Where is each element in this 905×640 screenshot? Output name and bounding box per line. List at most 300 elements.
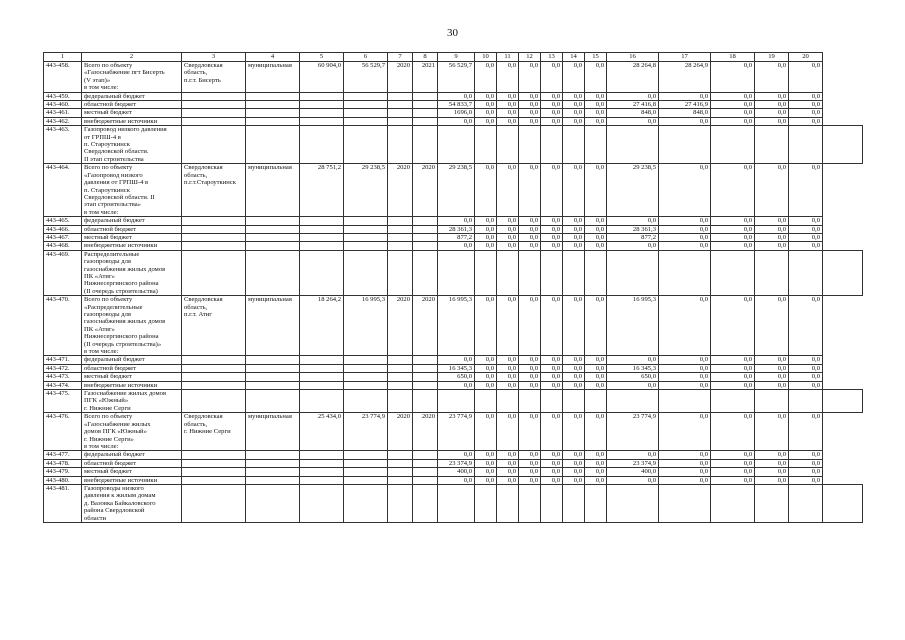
row-code-cell: 443-468. bbox=[44, 242, 82, 250]
table-cell: 0,0 bbox=[585, 217, 607, 225]
table-cell bbox=[344, 468, 388, 476]
table-cell: 0,0 bbox=[541, 459, 563, 467]
table-cell: 16 995,3 bbox=[438, 296, 475, 356]
table-cell bbox=[755, 250, 789, 295]
table-row bbox=[44, 117, 863, 125]
table-cell bbox=[711, 390, 755, 413]
table-cell bbox=[300, 476, 344, 484]
table-cell: 0,0 bbox=[541, 356, 563, 364]
row-name-cell: Газоснабжение жилых домов ПГК «Южный» г. Нижние Серги bbox=[82, 390, 182, 413]
table-cell: 0,0 bbox=[497, 381, 519, 389]
table-cell bbox=[246, 217, 300, 225]
table-cell bbox=[182, 459, 246, 467]
table-cell bbox=[344, 126, 388, 164]
table-cell: 27 416,9 bbox=[659, 101, 711, 109]
table-cell bbox=[413, 92, 438, 100]
table-cell bbox=[300, 468, 344, 476]
table-cell: 0,0 bbox=[711, 364, 755, 372]
row-code-cell: 443-479. bbox=[44, 468, 82, 476]
table-cell: 400,0 bbox=[438, 468, 475, 476]
table-cell: 0,0 bbox=[789, 101, 823, 109]
table-cell: 0,0 bbox=[541, 117, 563, 125]
table-cell: 0,0 bbox=[789, 242, 823, 250]
table-cell: 23 374,9 bbox=[607, 459, 659, 467]
table-cell bbox=[246, 468, 300, 476]
table-cell bbox=[413, 484, 438, 522]
table-cell bbox=[789, 390, 823, 413]
table-cell bbox=[475, 250, 497, 295]
table-cell: 0,0 bbox=[475, 373, 497, 381]
table-cell: муниципальная bbox=[246, 413, 300, 451]
row-name-cell: внебюджетные источники bbox=[82, 476, 182, 484]
table-cell bbox=[585, 126, 607, 164]
column-number-cell: 5 bbox=[300, 53, 344, 62]
table-cell: 0,0 bbox=[755, 451, 789, 459]
table-cell: 0,0 bbox=[563, 356, 585, 364]
table-cell bbox=[563, 390, 585, 413]
table-cell bbox=[300, 101, 344, 109]
row-code-cell: 443-481. bbox=[44, 484, 82, 522]
table-cell: 0,0 bbox=[659, 364, 711, 372]
table-cell: 0,0 bbox=[541, 225, 563, 233]
table-cell: 0,0 bbox=[497, 109, 519, 117]
table-cell: 2020 bbox=[388, 296, 413, 356]
table-cell bbox=[388, 117, 413, 125]
table-cell bbox=[711, 484, 755, 522]
table-cell bbox=[344, 364, 388, 372]
table-cell: 0,0 bbox=[519, 413, 541, 451]
table-cell bbox=[344, 451, 388, 459]
table-cell: 0,0 bbox=[711, 451, 755, 459]
table-cell: 0,0 bbox=[585, 451, 607, 459]
table-cell bbox=[413, 476, 438, 484]
table-cell: 0,0 bbox=[519, 217, 541, 225]
table-cell bbox=[413, 468, 438, 476]
table-cell bbox=[607, 126, 659, 164]
table-cell: 0,0 bbox=[585, 117, 607, 125]
table-row bbox=[44, 459, 863, 467]
table-cell: 848,0 bbox=[659, 109, 711, 117]
column-number-cell: 10 bbox=[475, 53, 497, 62]
column-number-cell: 9 bbox=[438, 53, 475, 62]
table-cell: 0,0 bbox=[585, 109, 607, 117]
table-cell: 0,0 bbox=[475, 109, 497, 117]
table-cell: 0,0 bbox=[585, 225, 607, 233]
table-row bbox=[44, 62, 863, 93]
column-number-cell: 12 bbox=[519, 53, 541, 62]
table-cell: 0,0 bbox=[497, 217, 519, 225]
table-cell bbox=[388, 381, 413, 389]
table-cell: 400,0 bbox=[607, 468, 659, 476]
table-cell: 0,0 bbox=[607, 381, 659, 389]
table-cell: 23 774,9 bbox=[344, 413, 388, 451]
table-cell bbox=[246, 459, 300, 467]
table-row bbox=[44, 164, 863, 217]
table-cell: 16 995,3 bbox=[344, 296, 388, 356]
table-cell: 0,0 bbox=[541, 62, 563, 93]
table-cell bbox=[300, 217, 344, 225]
table-cell bbox=[497, 250, 519, 295]
table-cell: 23 774,9 bbox=[607, 413, 659, 451]
table-cell: 0,0 bbox=[607, 217, 659, 225]
table-cell: 0,0 bbox=[711, 296, 755, 356]
table-cell: 0,0 bbox=[789, 476, 823, 484]
table-cell: 0,0 bbox=[497, 62, 519, 93]
table-cell bbox=[300, 109, 344, 117]
table-cell bbox=[300, 126, 344, 164]
table-cell bbox=[246, 242, 300, 250]
column-number-cell: 11 bbox=[497, 53, 519, 62]
table-cell bbox=[182, 92, 246, 100]
row-name-cell: Всего по объекту «Газопровод низкого давления от ГРПШ-4 в п. Староуткинск Свердловской области. II этап строительства» в том числе: bbox=[82, 164, 182, 217]
table-cell bbox=[300, 117, 344, 125]
table-cell: 0,0 bbox=[475, 117, 497, 125]
table-cell bbox=[413, 225, 438, 233]
table-cell: 0,0 bbox=[563, 476, 585, 484]
table-cell bbox=[344, 476, 388, 484]
table-cell: 0,0 bbox=[711, 468, 755, 476]
table-cell: муниципальная bbox=[246, 62, 300, 93]
row-name-cell: областной бюджет bbox=[82, 225, 182, 233]
table-cell: 0,0 bbox=[475, 364, 497, 372]
row-code-cell: 443-459. bbox=[44, 92, 82, 100]
table-cell bbox=[823, 250, 863, 295]
table-cell bbox=[388, 250, 413, 295]
table-cell bbox=[659, 126, 711, 164]
column-number-cell: 17 bbox=[659, 53, 711, 62]
table-cell bbox=[182, 117, 246, 125]
table-cell: 0,0 bbox=[659, 233, 711, 241]
table-cell bbox=[388, 390, 413, 413]
table-row bbox=[44, 484, 863, 522]
table-cell bbox=[755, 126, 789, 164]
table-cell: 0,0 bbox=[659, 117, 711, 125]
row-code-cell: 443-472. bbox=[44, 364, 82, 372]
table-cell: 0,0 bbox=[438, 92, 475, 100]
table-cell bbox=[344, 484, 388, 522]
table-cell: 0,0 bbox=[519, 225, 541, 233]
table-cell bbox=[246, 451, 300, 459]
table-cell: 2020 bbox=[388, 164, 413, 217]
table-cell: 0,0 bbox=[519, 109, 541, 117]
table-cell bbox=[182, 233, 246, 241]
table-cell: 0,0 bbox=[438, 217, 475, 225]
table-cell bbox=[711, 250, 755, 295]
table-cell bbox=[585, 250, 607, 295]
table-row bbox=[44, 390, 863, 413]
table-cell: 56 529,7 bbox=[438, 62, 475, 93]
table-cell: 28 361,3 bbox=[607, 225, 659, 233]
table-cell: 0,0 bbox=[475, 459, 497, 467]
row-name-cell: внебюджетные источники bbox=[82, 117, 182, 125]
table-cell: 0,0 bbox=[475, 381, 497, 389]
table-cell: 0,0 bbox=[659, 242, 711, 250]
table-cell: 0,0 bbox=[497, 92, 519, 100]
table-cell: 0,0 bbox=[755, 468, 789, 476]
table-cell: 0,0 bbox=[563, 101, 585, 109]
table-cell bbox=[182, 356, 246, 364]
row-code-cell: 443-467. bbox=[44, 233, 82, 241]
table-cell: 0,0 bbox=[519, 233, 541, 241]
table-cell bbox=[182, 242, 246, 250]
table-cell: 0,0 bbox=[541, 242, 563, 250]
table-cell bbox=[438, 390, 475, 413]
table-cell: 0,0 bbox=[438, 117, 475, 125]
table-cell bbox=[388, 126, 413, 164]
table-cell: муниципальная bbox=[246, 296, 300, 356]
table-row bbox=[44, 217, 863, 225]
table-cell bbox=[344, 250, 388, 295]
table-cell bbox=[388, 242, 413, 250]
table-cell bbox=[475, 126, 497, 164]
table-cell: 0,0 bbox=[519, 62, 541, 93]
table-cell bbox=[413, 364, 438, 372]
table-cell: 0,0 bbox=[563, 164, 585, 217]
table-cell: 0,0 bbox=[438, 476, 475, 484]
row-name-cell: федеральный бюджет bbox=[82, 92, 182, 100]
table-cell: 0,0 bbox=[563, 92, 585, 100]
table-cell: 2021 bbox=[413, 62, 438, 93]
table-cell: 0,0 bbox=[711, 233, 755, 241]
row-code-cell: 443-462. bbox=[44, 117, 82, 125]
row-code-cell: 443-476. bbox=[44, 413, 82, 451]
table-cell bbox=[182, 476, 246, 484]
table-cell: 0,0 bbox=[755, 373, 789, 381]
table-cell bbox=[246, 373, 300, 381]
table-cell bbox=[182, 250, 246, 295]
table-cell bbox=[300, 356, 344, 364]
table-cell bbox=[659, 250, 711, 295]
table-cell bbox=[388, 92, 413, 100]
table-cell: 0,0 bbox=[755, 296, 789, 356]
table-cell: 0,0 bbox=[789, 356, 823, 364]
row-name-cell: федеральный бюджет bbox=[82, 217, 182, 225]
table-cell bbox=[300, 451, 344, 459]
table-cell: 0,0 bbox=[519, 242, 541, 250]
table-cell bbox=[300, 250, 344, 295]
table-cell: 0,0 bbox=[475, 468, 497, 476]
table-cell: 0,0 bbox=[475, 233, 497, 241]
table-cell bbox=[413, 250, 438, 295]
table-cell bbox=[413, 117, 438, 125]
table-cell bbox=[388, 364, 413, 372]
row-code-cell: 443-474. bbox=[44, 381, 82, 389]
table-cell bbox=[300, 225, 344, 233]
table-cell bbox=[413, 459, 438, 467]
table-cell: 0,0 bbox=[659, 164, 711, 217]
table-row bbox=[44, 101, 863, 109]
table-cell bbox=[182, 381, 246, 389]
table-cell bbox=[246, 233, 300, 241]
table-cell: 848,0 bbox=[607, 109, 659, 117]
table-cell: 0,0 bbox=[497, 476, 519, 484]
table-cell bbox=[246, 381, 300, 389]
table-cell bbox=[246, 225, 300, 233]
table-row bbox=[44, 109, 863, 117]
table-cell: 0,0 bbox=[585, 373, 607, 381]
table-cell bbox=[344, 356, 388, 364]
table-cell: 0,0 bbox=[789, 373, 823, 381]
table-cell: 0,0 bbox=[563, 233, 585, 241]
table-cell bbox=[388, 484, 413, 522]
table-cell bbox=[388, 451, 413, 459]
row-name-cell: федеральный бюджет bbox=[82, 451, 182, 459]
column-number-cell: 20 bbox=[789, 53, 823, 62]
table-cell bbox=[789, 126, 823, 164]
table-cell: 0,0 bbox=[755, 364, 789, 372]
table-cell: 0,0 bbox=[755, 217, 789, 225]
table-cell bbox=[607, 390, 659, 413]
table-cell: 0,0 bbox=[585, 356, 607, 364]
table-cell bbox=[438, 126, 475, 164]
column-number-cell: 8 bbox=[413, 53, 438, 62]
table-cell: 2020 bbox=[413, 413, 438, 451]
table-cell bbox=[344, 390, 388, 413]
table-cell: 16 345,3 bbox=[438, 364, 475, 372]
table-cell bbox=[344, 459, 388, 467]
table-cell bbox=[246, 390, 300, 413]
row-code-cell: 443-461. bbox=[44, 109, 82, 117]
table-cell bbox=[519, 126, 541, 164]
table-cell bbox=[541, 250, 563, 295]
table-cell bbox=[413, 381, 438, 389]
table-cell bbox=[388, 217, 413, 225]
table-cell: 0,0 bbox=[585, 164, 607, 217]
table-cell bbox=[182, 390, 246, 413]
table-cell: 0,0 bbox=[789, 217, 823, 225]
table-cell: 0,0 bbox=[585, 101, 607, 109]
table-cell: 0,0 bbox=[585, 296, 607, 356]
table-cell bbox=[789, 484, 823, 522]
table-cell: 0,0 bbox=[659, 381, 711, 389]
table-cell: 56 529,7 bbox=[344, 62, 388, 93]
table-cell: 0,0 bbox=[755, 242, 789, 250]
row-name-cell: местный бюджет bbox=[82, 109, 182, 117]
column-number-cell: 7 bbox=[388, 53, 413, 62]
table-cell bbox=[413, 451, 438, 459]
table-cell: 0,0 bbox=[711, 225, 755, 233]
table-cell bbox=[300, 242, 344, 250]
table-cell: 0,0 bbox=[563, 373, 585, 381]
table-cell: 0,0 bbox=[607, 356, 659, 364]
table-cell: 0,0 bbox=[541, 364, 563, 372]
table-row bbox=[44, 364, 863, 372]
table-cell bbox=[413, 126, 438, 164]
table-cell: 650,0 bbox=[438, 373, 475, 381]
table-cell bbox=[246, 126, 300, 164]
table-cell: 0,0 bbox=[497, 164, 519, 217]
table-cell: 0,0 bbox=[438, 356, 475, 364]
table-cell bbox=[585, 390, 607, 413]
table-cell: 29 238,5 bbox=[607, 164, 659, 217]
table-cell bbox=[755, 390, 789, 413]
table-cell: 0,0 bbox=[541, 451, 563, 459]
table-cell: 0,0 bbox=[659, 373, 711, 381]
row-code-cell: 443-463. bbox=[44, 126, 82, 164]
table-cell: 23 774,9 bbox=[438, 413, 475, 451]
column-number-cell: 19 bbox=[755, 53, 789, 62]
table-cell: 0,0 bbox=[789, 459, 823, 467]
column-number-cell: 18 bbox=[711, 53, 755, 62]
table-cell: 0,0 bbox=[659, 296, 711, 356]
table-row bbox=[44, 381, 863, 389]
table-cell: 0,0 bbox=[497, 117, 519, 125]
table-cell bbox=[563, 484, 585, 522]
table-cell bbox=[388, 373, 413, 381]
table-cell: Свердловская область, г. Нижние Серги bbox=[182, 413, 246, 451]
column-number-cell: 15 bbox=[585, 53, 607, 62]
table-cell: 28 361,3 bbox=[438, 225, 475, 233]
table-cell: 0,0 bbox=[755, 164, 789, 217]
row-code-cell: 443-480. bbox=[44, 476, 82, 484]
table-cell: 0,0 bbox=[519, 101, 541, 109]
table-cell: Свердловская область, п.г.т. Атиг bbox=[182, 296, 246, 356]
table-cell: 0,0 bbox=[711, 242, 755, 250]
row-code-cell: 443-464. bbox=[44, 164, 82, 217]
table-cell bbox=[388, 233, 413, 241]
table-cell: 23 374,9 bbox=[438, 459, 475, 467]
table-cell: 0,0 bbox=[541, 468, 563, 476]
table-cell bbox=[563, 126, 585, 164]
table-row bbox=[44, 225, 863, 233]
table-cell bbox=[413, 109, 438, 117]
table-cell bbox=[711, 126, 755, 164]
table-cell: 0,0 bbox=[519, 356, 541, 364]
table-cell bbox=[541, 126, 563, 164]
row-name-cell: местный бюджет bbox=[82, 233, 182, 241]
table-cell bbox=[344, 92, 388, 100]
table-cell: 0,0 bbox=[563, 62, 585, 93]
table-cell: 0,0 bbox=[497, 459, 519, 467]
table-cell bbox=[388, 101, 413, 109]
table-cell: 0,0 bbox=[607, 92, 659, 100]
table-cell: 0,0 bbox=[519, 381, 541, 389]
row-name-cell: местный бюджет bbox=[82, 373, 182, 381]
row-name-cell: Всего по объекту «Газоснабжение пгт Бисерть (V этап)» в том числе: bbox=[82, 62, 182, 93]
row-name-cell: Распределительные газопроводы для газоснабжения жилых домов ПК «Атиг» Нижнесергинского района (II очередь строительства) bbox=[82, 250, 182, 295]
table-cell: 29 238,5 bbox=[344, 164, 388, 217]
table-cell: 0,0 bbox=[755, 233, 789, 241]
table-cell: 0,0 bbox=[497, 373, 519, 381]
table-cell: 0,0 bbox=[711, 164, 755, 217]
table-cell: 0,0 bbox=[563, 451, 585, 459]
table-cell bbox=[388, 468, 413, 476]
table-cell: 0,0 bbox=[789, 381, 823, 389]
table-cell: 0,0 bbox=[475, 92, 497, 100]
row-name-cell: Всего по объекту «Распределительные газопроводы для газоснабжения жилых домов ПК «Атиг» Нижнесергинского района (II очередь строительства)» в том числе: bbox=[82, 296, 182, 356]
table-cell: 0,0 bbox=[659, 225, 711, 233]
table-cell: 0,0 bbox=[563, 468, 585, 476]
table-cell: 0,0 bbox=[659, 92, 711, 100]
table-cell: 0,0 bbox=[607, 117, 659, 125]
table-cell bbox=[388, 356, 413, 364]
table-cell bbox=[182, 126, 246, 164]
table-cell: 0,0 bbox=[475, 356, 497, 364]
table-cell bbox=[497, 390, 519, 413]
table-cell bbox=[497, 484, 519, 522]
table-cell: 0,0 bbox=[519, 451, 541, 459]
table-cell bbox=[182, 101, 246, 109]
table-cell bbox=[823, 126, 863, 164]
row-code-cell: 443-466. bbox=[44, 225, 82, 233]
table-cell bbox=[300, 381, 344, 389]
table-cell: 0,0 bbox=[711, 381, 755, 389]
table-cell: 0,0 bbox=[659, 468, 711, 476]
table-cell bbox=[823, 484, 863, 522]
table-cell bbox=[300, 484, 344, 522]
table-row bbox=[44, 233, 863, 241]
table-row bbox=[44, 92, 863, 100]
